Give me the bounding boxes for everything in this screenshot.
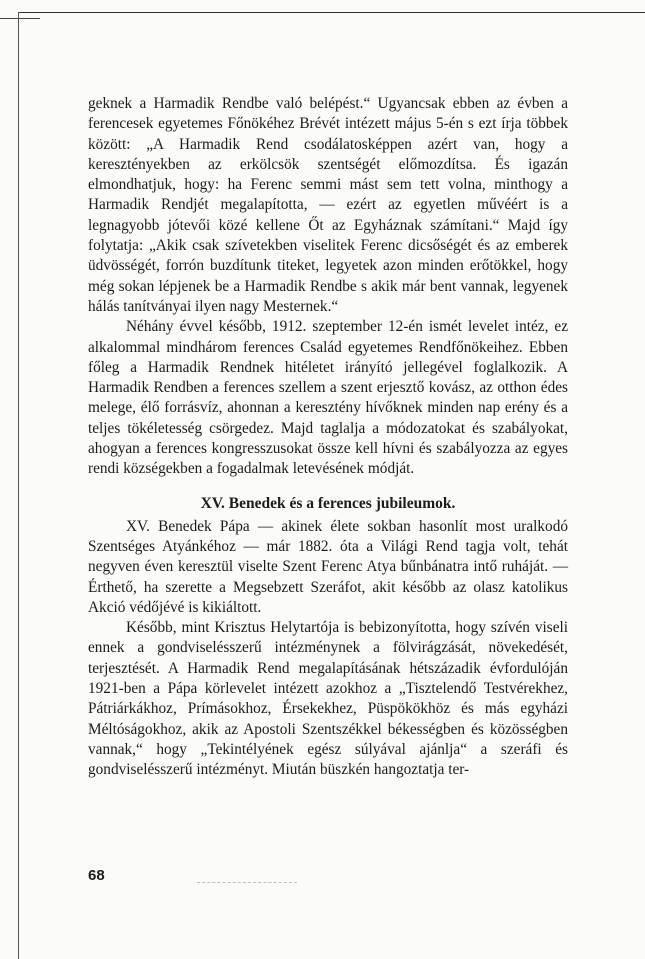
scan-border-top [18,12,645,13]
paragraph-continued: geknek a Harmadik Rendbe való belépést.“ Ugyancsak ebben az évben a ferencesek egyetemes Főnökéhez Brévét intézett május 5-én s ezt írja többek között: „A Harmadik Rend csodálatosképpen azért van, hogy a keresztényekben az erkölcsök szentségét előmozdítsa. És igazán elmondhatjuk, hogy: ha Ferenc semmi mást sem tett volna, minthogy a Harmadik Rendjét megalapította, — ezért az egyetlen művéért is a legnagyobb jótevői közé kellene Őt az Egyháznak számítani.“ Majd így folytatja: „Akik csak szívetekben viselitek Ferenc dicsőségét és az emberek üdvösségét, forrón buzdítunk titeket, legyetek azon minden erőtökkel, hogy még sokan lépjenek be a Harmadik Rendbe s akik már bent vannak, legyenek hálás tanítványai ilyen nagy Mesternek.“ [88,95,568,315]
scan-smudge [197,882,297,883]
scan-border-left [18,12,19,959]
section-heading: XV. Benedek és a ferences jubileumok. [200,494,456,512]
page-number: 68 [88,867,105,884]
scan-corner-mark [0,18,40,19]
paragraph-1912-letter: Néhány évvel később, 1912. szeptember 12-én ismét levelet intéz, ez alkalommal mindhárom ferences Család egyetemes Rendfőnökeihez. Ebben főleg a Harmadik Rendnek hitéletet irányító jellegével foglalkozik. A Harmadik Rendben a ferences szellem a szent erjesztő kovász, az otthon édes melege, élő forrásvíz, ahonnan a keresztény hívőknek minden nap erény és a teljes tökéletesség csörgedez. Majd taglalja a módozatokat és szabályokat, ahogyan a ferences kongresszusokat össze kell hívni és szabályozza az egyes rendi községekben a fogadalmak letevésének módját. [88,318,568,478]
paragraph-benedek-intro: XV. Benedek Pápa — akinek élete sokban hasonlít most uralkodó Szentséges Atyánkéhoz — már 1882. óta a Világi Rend tagja volt, tehát negyven éven keresztül viselte Szent Ferenc Atya bűnbánatra intő ruháját. — Érthető, ha szerette a Megsebzett Szeráfot, akit később az olasz katolikus Akció védőjévé is kikiáltott. [88,517,568,616]
paragraph-jubilee-encyclical: Később, mint Krisztus Helytartója is bebizonyította, hogy szívén viseli ennek a gondviselésszerű intézménynek a fölvirágzását, növekedését, terjesztését. A Harmadik Rend megalapításának hétszázadik évfordulóján 1921-ben a Pápa körlevelet intézett azokhoz a „Tisztelendő Testvérekhez, Pátriárkákhoz, Prímásokhoz, Érsekekhez, Püspökökhöz és más egyházi Méltóságokhoz, akik az Apostoli Szentszékkel békességben és közösségben vannak,“ hogy „Tekintélyének egész súlyával ajánlja“ a szeráfi és gondviselésszerű intézményt. Miután büszkén hangoztatja ter- [88,619,568,779]
book-page-text [88,94,568,781]
